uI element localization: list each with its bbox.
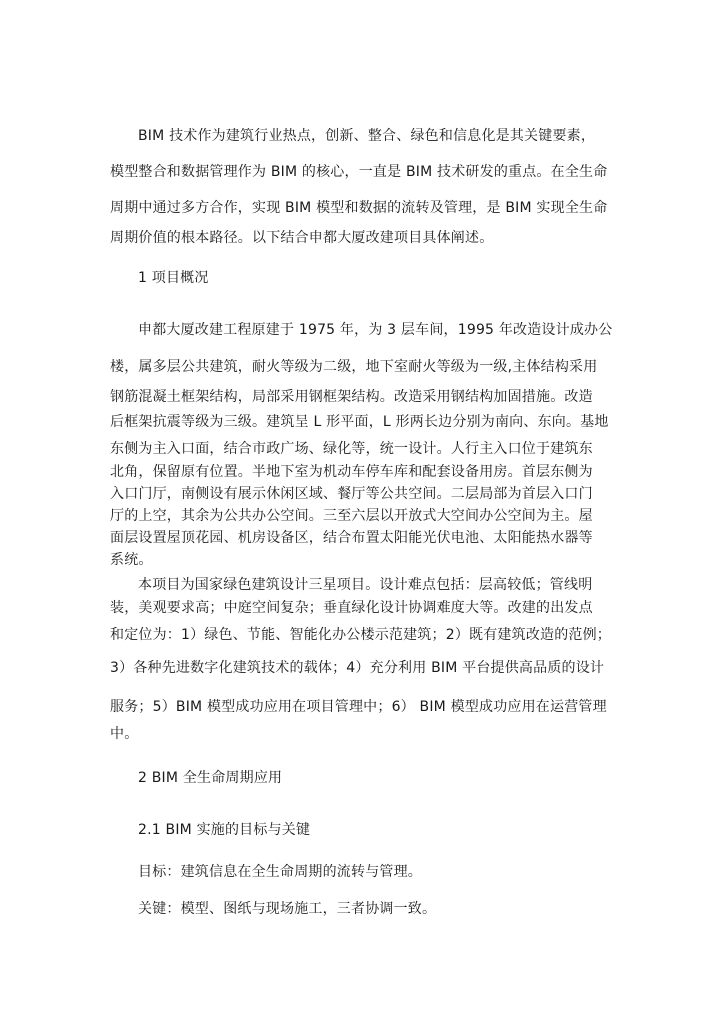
- paragraph-intro-line: BIM 技术作为建筑行业热点，创新、整合、绿色和信息化是其关键要素，: [138, 128, 596, 144]
- paragraph-overview-line: 厅的上空，其余为公共办公空间。三至六层以开放式大空间办公空间为主。屋: [110, 508, 593, 524]
- section-heading-1: 1 项目概况: [138, 270, 209, 286]
- paragraph-overview-line: 面层设置屋顶花园、机房设备区，结合布置太阳能光伏电池、太阳能热水器等: [110, 530, 593, 546]
- paragraph-intro-line: 周期价值的根本路径。以下结合申都大厦改建项目具体阐述。: [110, 230, 494, 246]
- paragraph-overview-line: 申都大厦改建工程原建于 1975 年，为 3 层车间，1995 年改造设计成办公: [138, 322, 613, 338]
- paragraph-overview-line: 系统。: [110, 552, 153, 568]
- section-heading-2-1: 2.1 BIM 实施的目标与关键: [138, 822, 311, 838]
- key-text: 关键：模型、图纸与现场施工，三者协调一致。: [138, 901, 437, 917]
- paragraph-intro-line: 周期中通过多方合作，实现 BIM 模型和数据的流转及管理，是 BIM 实现全生命: [110, 200, 608, 216]
- paragraph-goals-line: 装，美观要求高；中庭空间复杂；垂直绿化设计协调难度大等。改建的出发点: [110, 600, 593, 616]
- paragraph-overview-line: 东侧为主入口面，结合市政广场、绿化等，统一设计。人行主入口位于建筑东: [110, 441, 593, 457]
- paragraph-goals-line: 3）各种先进数字化建筑技术的载体；4）充分利用 BIM 平台提供高品质的设计: [110, 660, 605, 676]
- goal-text: 目标：建筑信息在全生命周期的流转与管理。: [138, 864, 422, 880]
- section-heading-2: 2 BIM 全生命周期应用: [138, 770, 283, 786]
- paragraph-goals-line: 服务；5）BIM 模型成功应用在项目管理中；6） BIM 模型成功应用在运营管理: [110, 699, 607, 715]
- paragraph-overview-line: 钢筋混凝土框架结构，局部采用钢框架结构。改造采用钢结构加固措施。改造: [110, 389, 593, 405]
- paragraph-overview-line: 入口门厅，南侧设有展示休闲区域、餐厅等公共空间。二层局部为首层入口门: [110, 486, 593, 502]
- paragraph-overview-line: 后框架抗震等级为三级。建筑呈 L 形平面，L 形两长边分别为南向、东向。基地: [110, 414, 609, 430]
- paragraph-goals-line: 和定位为：1）绿色、节能、智能化办公楼示范建筑；2）既有建筑改造的范例；: [110, 627, 612, 643]
- paragraph-overview-line: 楼，属多层公共建筑，耐火等级为二级，地下室耐火等级为一级,主体结构采用: [110, 359, 598, 375]
- paragraph-goals-line: 中。: [110, 726, 139, 742]
- paragraph-overview-line: 北角，保留原有位置。半地下室为机动车停车库和配套设备用房。首层东侧为: [110, 464, 593, 480]
- paragraph-intro-line: 模型整合和数据管理作为 BIM 的核心，一直是 BIM 技术研发的重点。在全生命: [110, 164, 608, 180]
- paragraph-goals-line: 本项目为国家绿色建筑设计三星项目。设计难点包括：层高较低；管线明: [138, 577, 593, 593]
